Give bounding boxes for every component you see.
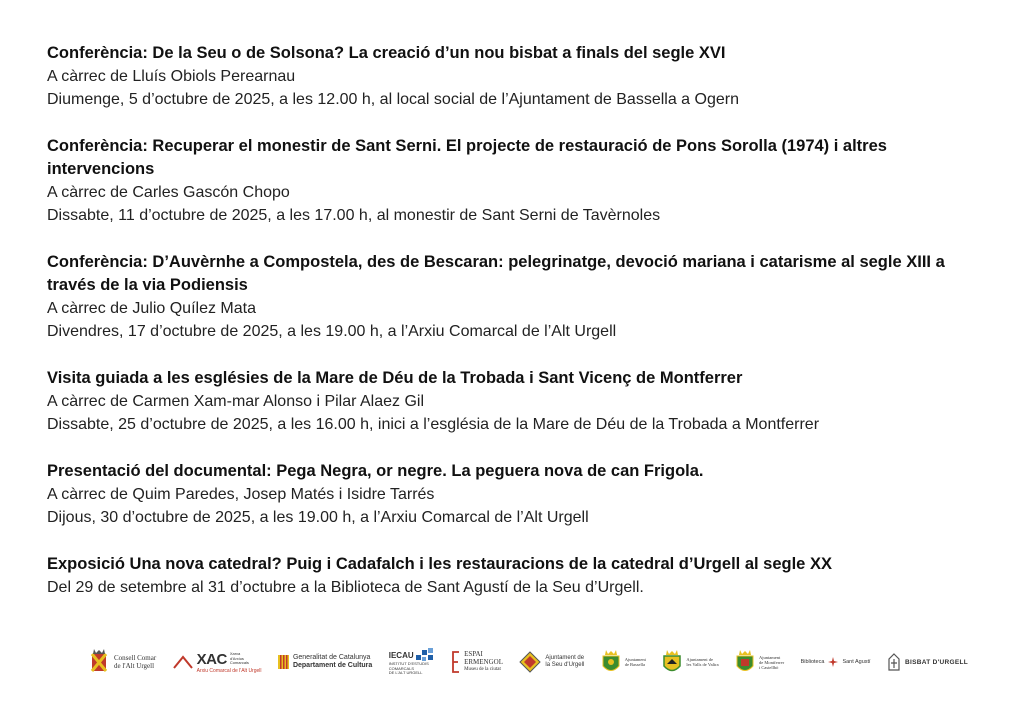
event-datetime: Diumenge, 5 d’octubre de 2025, a les 12.00 h, al local social de l’Ajuntament de Bassella a Ogern [47,91,739,108]
logo-consell-comarcal [88,648,156,676]
logo-text: la Seu d'Urgell [545,662,585,668]
logo-iecau [389,648,436,676]
event-item [47,251,987,343]
event-speaker: A càrrec de Carles Gascón Chopo [47,184,290,201]
logo-text: Comarcals [229,660,249,666]
event-speaker: A càrrec de Lluís Obiols Perearnau [47,68,296,85]
event-datetime: Dijous, 30 d’octubre de 2025, a les 19.00 h, a l’Arxiu Comarcal de l’Alt Urgell [47,509,589,526]
event-item [47,135,987,227]
event-datetime: Divendres, 17 d’octubre de 2025, a les 19.00 h, a l’Arxiu Comarcal de l’Alt Urgell [47,323,617,340]
logo-xac [173,651,262,674]
logo-text: Biblioteca [800,659,825,665]
logo-text: de l'Alt Urgell [114,662,155,670]
shield-icon [662,648,682,676]
event-speaker: A càrrec de Julio Quílez Mata [47,300,256,317]
event-item [47,42,987,111]
diamond-crest-icon [519,651,541,673]
event-title: Conferència: D’Auvèrnhe a Compostela, des de Bescaran: pelegrinatge, devoció mariana i catarisme al segle XIII a través de la via Podiensis [47,253,945,294]
coat-of-arms-icon [88,648,110,676]
logo-text: BISBAT D'URGELL [905,658,968,666]
event-datetime: Dissabte, 11 d’octubre de 2025, a les 17.00 h, al monestir de Sant Serni de Tavèrnoles [47,207,661,224]
logo-text: Museu de la ciutat [464,667,501,672]
event-list [47,42,987,599]
sponsor-logos [88,632,968,692]
event-title: Conferència: De la Seu o de Solsona? La creació d’un nou bisbat a finals del segle XVI [47,44,726,62]
pixel-blocks-icon [416,648,436,662]
logo-text: d'Arxius [229,655,244,661]
logo-text: ERMENGOL [464,658,503,666]
event-title: Presentació del documental: Pega Negra, or negre. La peguera nova de can Frigola. [47,462,704,480]
logo-text: ESPAI [464,650,483,658]
logo-biblioteca [801,657,871,667]
logo-text: Ajuntament [624,657,646,662]
logo-bassella [601,648,646,676]
logo-text: Ajuntament de [686,657,713,662]
logo-mark: XAC [196,650,227,668]
event-title: Visita guiada a les esglésies de la Mare de Déu de la Trobada i Sant Vicenç de Montferrer [47,369,743,387]
logo-montferrer [735,648,784,676]
event-dates: Del 29 de setembre al 31 d’octubre a la Biblioteca de Sant Agustí de la Seu d’Urgell. [47,579,644,596]
logo-text: Consell Comar [114,654,157,662]
logo-generalitat [278,654,372,670]
event-speaker: A càrrec de Quim Paredes, Josep Matés i Isidre Tarrés [47,486,435,503]
logo-text: i Castellbò [759,664,779,670]
event-item [47,367,987,436]
logo-mark: IECAU [388,650,414,660]
logo-espai-ermengol [452,650,503,674]
logo-text: INSTITUT D'ESTUDIS [388,661,429,667]
logo-text: Generalitat de Catalunya [292,654,371,661]
star-icon [828,657,838,667]
logo-valls-valira [662,648,718,676]
logo-text: Xarxa [229,651,241,657]
mitre-crest-icon [887,653,901,671]
logo-text: Departament de Cultura [292,662,373,669]
event-title: Exposició Una nova catedral? Puig i Cadafalch i les restauracions de la catedral d’Urgell al segle XX [47,555,832,573]
logo-text: Arxiu Comarcal de l'Alt Urgell [196,667,262,674]
logo-text: Sant Agustí [842,659,871,665]
logo-ajuntament-seu [519,651,584,673]
logo-text: Ajuntament de [545,655,585,661]
e-letter-icon [452,651,460,673]
logo-text: COMARCALS [388,665,415,671]
shield-icon [735,648,755,676]
event-speaker: A càrrec de Carmen Xam-mar Alonso i Pilar Alaez Gil [47,393,425,410]
event-item [47,460,987,529]
shield-icon [601,648,621,676]
logo-text: de Bassella [624,662,646,667]
logo-text: de Montferrer [759,659,785,665]
logo-text: les Valls de Valira [686,662,719,667]
logo-bisbat [887,653,968,671]
archive-roof-icon [173,654,193,670]
logo-text: DE L'ALT URGELL [388,670,423,676]
senyera-icon [278,655,289,669]
event-datetime: Dissabte, 25 d’octubre de 2025, a les 16.00 h, inici a l’església de la Mare de Déu de la Trobada a Montferrer [47,416,820,433]
logo-text: Ajuntament [759,654,781,660]
event-title: Conferència: Recuperar el monestir de Sant Serni. El projecte de restauració de Pons Sorolla (1974) i altres intervencions [47,137,887,178]
event-item [47,553,987,599]
